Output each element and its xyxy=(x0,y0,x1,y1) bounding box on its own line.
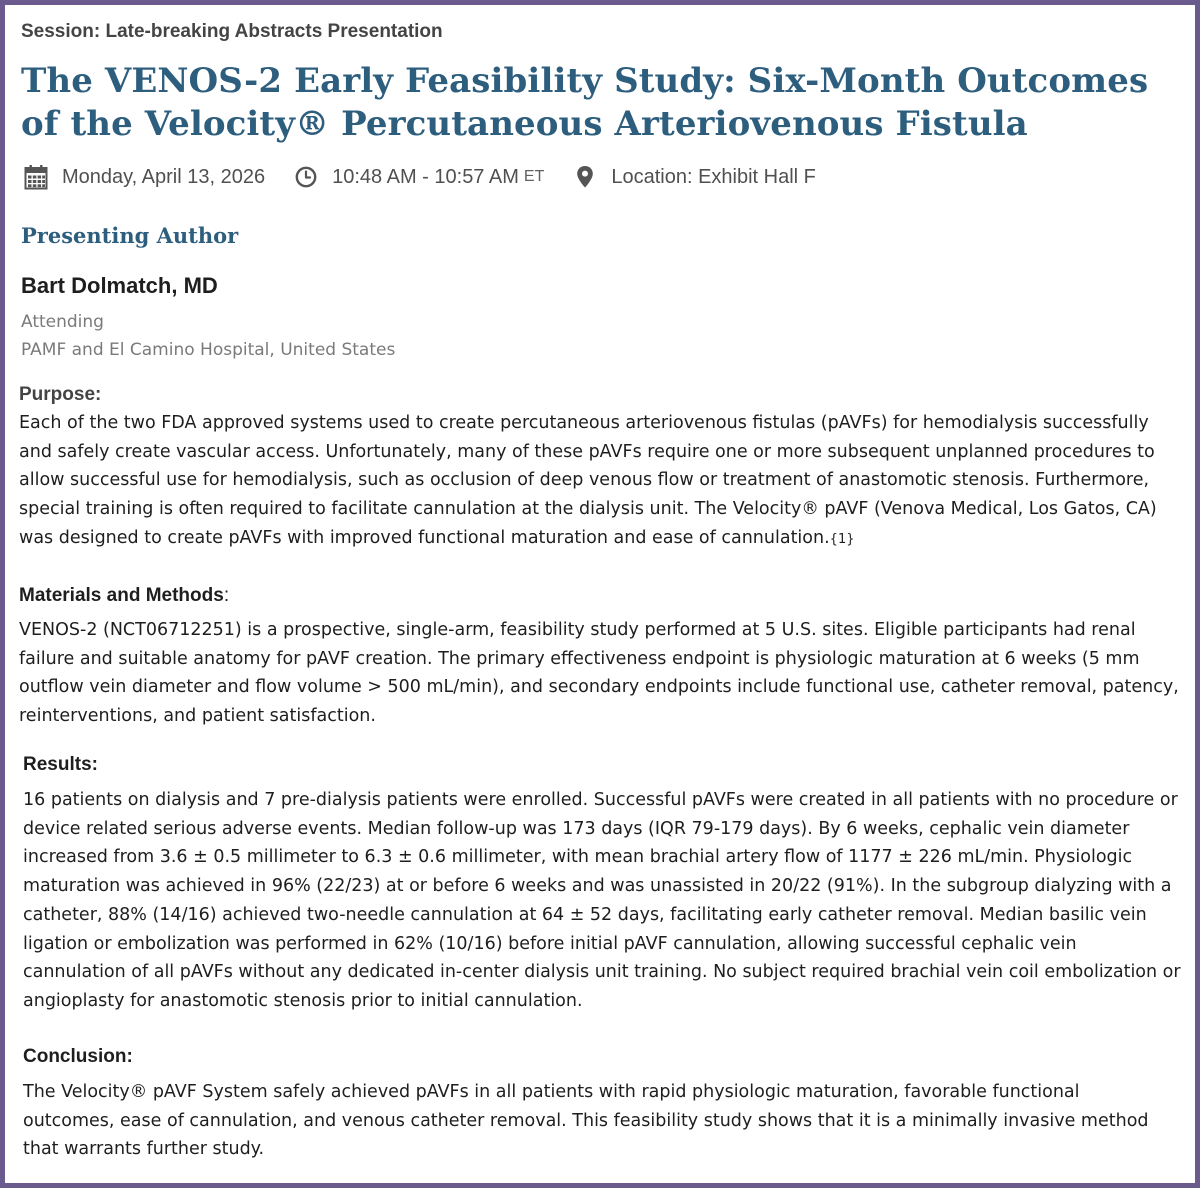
clock-icon xyxy=(295,166,317,188)
session-location: Location: Exhibit Hall F xyxy=(611,165,816,188)
session-date: Monday, April 13, 2026 xyxy=(62,165,266,188)
materials-methods-colon: : xyxy=(223,585,230,606)
author-name: Bart Dolmatch, MD xyxy=(21,273,218,298)
materials-methods-heading xyxy=(19,585,229,607)
calendar-icon xyxy=(24,164,48,190)
conclusion-text: The Velocity® pAVF System safely achieved pAVFs in all patients with rapid physiologic maturation, favorable functional outcomes, ease of cannulation, and venous catheter removal. This feasibility study shows that it is a minimally invasive method that warrants further study. xyxy=(23,1082,1149,1160)
author-affiliation: PAMF and El Camino Hospital, United States xyxy=(21,340,396,360)
results-text: 16 patients on dialysis and 7 pre-dialysis patients were enrolled. Successful pAVFs were created in all patients with no procedure or device related serious adverse events. Median follow-up was 173 days (IQR 79-179 days). By 6 weeks, cephalic vein diameter increased from 3.6 ± 0.5 millimeter to 6.3 ± 0.6 millimeter, with mean brachial artery flow of 1177 ± 226 mL/min. Physiologic maturation was achieved in 96% (22/23) at or before 6 weeks and was unassisted in 20/22 (91%). In the subgroup dialyzing with a catheter, 88% (14/16) achieved two-needle cannulation at 64 ± 52 days, facilitating early catheter removal. Median basilic vein ligation or embolization was performed in 62% (10/16) before initial pAVF cannulation, allowing successful cephalic vein cannulation of all pAVFs without any dedicated in-center dialysis unit training. No subject required brachial vein coil embolization or angioplasty for anastomotic stenosis prior to initial cannulation. xyxy=(23,790,1181,1011)
session-meta xyxy=(24,163,816,191)
citation-ref: {1} xyxy=(829,531,855,547)
timezone: ET xyxy=(523,168,545,185)
author-role: Attending xyxy=(21,312,104,332)
materials-methods-title: Materials and Methods xyxy=(19,585,224,606)
purpose-heading: Purpose: xyxy=(19,384,102,405)
abstract-content xyxy=(5,5,1195,1183)
results-heading: Results: xyxy=(23,754,98,775)
conclusion-heading: Conclusion: xyxy=(23,1046,133,1067)
purpose-body: Each of the two FDA approved systems used to create percutaneous arteriovenous fistulas (pAVFs) for hemodialysis successfully and safely create vascular access. Unfortunately, many of these pAVFs require one or more subsequent unplanned procedures to allow successful use for hemodialysis, such as occlusion of deep venous flow or treatment of anastomotic stenosis. Furthermore, special training is often required to facilitate cannulation at the dialysis unit. The Velocity® pAVF (Venova Medical, Los Gatos, CA) was designed to create pAVFs with improved functional maturation and ease of cannulation. xyxy=(19,413,1157,548)
session-time: 10:48 AM - 10:57 AM xyxy=(332,165,519,188)
time-item xyxy=(295,166,544,189)
map-pin-icon xyxy=(576,165,594,189)
materials-methods-text: VENOS-2 (NCT06712251) is a prospective, single-arm, feasibility study performed at 5 U.S. sites. Eligible participants had renal failure and suitable anatomy for pAVF creation. The primary effectiveness endpoint is physiologic maturation at 6 weeks (5 mm outflow vein diameter and flow volume > 500 mL/min), and secondary endpoints include functional use, catheter removal, patency, reinterventions, and patient satisfaction. xyxy=(19,620,1179,727)
session-label: Session: Late-breaking Abstracts Presentation xyxy=(21,21,443,42)
location-item xyxy=(576,165,816,189)
date-item xyxy=(24,164,265,190)
presenting-author-heading: Presenting Author xyxy=(21,223,239,248)
page-title: The VENOS-2 Early Feasibility Study: Six-Month Outcomes of the Velocity® Percutaneous Arteriovenous Fistula xyxy=(21,61,1149,144)
purpose-text xyxy=(19,409,1179,555)
